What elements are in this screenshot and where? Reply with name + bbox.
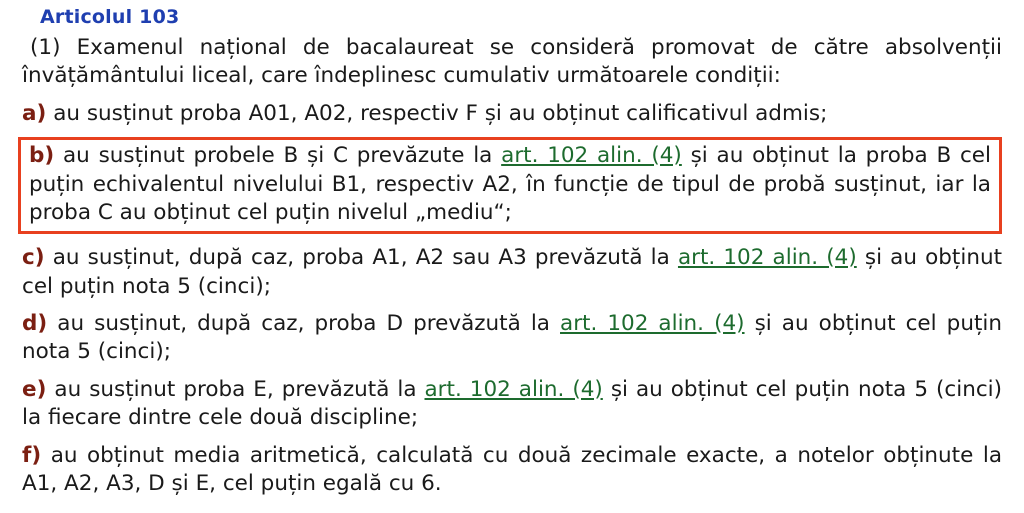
clause-paragraph [29, 142, 991, 227]
clause-text: și au obținut la proba B cel puțin echivalentul nivelului B1, respectiv A2, în funcție de tipul de probă susținut, iar la proba C au obținut cel puțin nivelul „mediu“; [29, 143, 991, 225]
legal-reference-link[interactable]: art. 102 alin. (4) [424, 376, 603, 402]
intro-text: Examenul național de bacalaureat se consideră promovat de către absolvenții învățământului liceal, care îndeplinesc cumulativ următoarele condiții: [22, 35, 1002, 89]
clause-marker: f) [22, 442, 42, 468]
clause-text: au susținut, după caz, proba A1, A2 sau A3 prevăzută la [52, 245, 678, 271]
highlight-box [18, 137, 1002, 234]
clause-text: și au obținut cel puțin nota 5 (cinci) la fiecare dintre cele două discipline; [22, 376, 1002, 431]
page-title: Articolul 103 [40, 6, 180, 28]
intro-paragraph [22, 34, 1002, 91]
clause-paragraph [22, 244, 1002, 301]
clause-paragraph [22, 376, 1002, 433]
clause-paragraph [22, 442, 1002, 499]
legal-reference-link[interactable]: art. 102 alin. (4) [677, 245, 857, 271]
clause-text: au obținut media aritmetică, calculată cu două zecimale exacte, a notelor obținute la A1, A2, A3, D și E, cel puțin egală cu 6. [22, 442, 1002, 496]
clause-marker: c) [22, 245, 45, 271]
intro-marker: (1) [30, 35, 61, 60]
legal-reference-link[interactable]: art. 102 alin. (4) [501, 143, 682, 169]
clause-text: au susținut, după caz, proba D prevăzută la [57, 311, 561, 336]
clause-marker: d) [22, 311, 48, 336]
clause-text: și au obținut cel puțin nota 5 (cinci); [22, 245, 1003, 299]
clause-paragraph [22, 100, 1002, 128]
clause-text: au susținut proba A01, A02, respectiv F și au obținut calificativul admis; [53, 100, 828, 126]
clause-text: și au obținut cel puțin nota 5 (cinci); [22, 311, 1002, 365]
clause-list [22, 100, 1002, 499]
legal-reference-link[interactable]: art. 102 alin. (4) [560, 311, 745, 336]
clause-marker: b) [29, 143, 55, 169]
clause-text: au susținut probele B și C prevăzute la [63, 143, 502, 169]
clause-marker: a) [22, 100, 47, 126]
clause-paragraph [22, 310, 1002, 367]
clause-marker: e) [22, 376, 47, 402]
clause-text: au susținut proba E, prevăzută la [54, 376, 425, 402]
